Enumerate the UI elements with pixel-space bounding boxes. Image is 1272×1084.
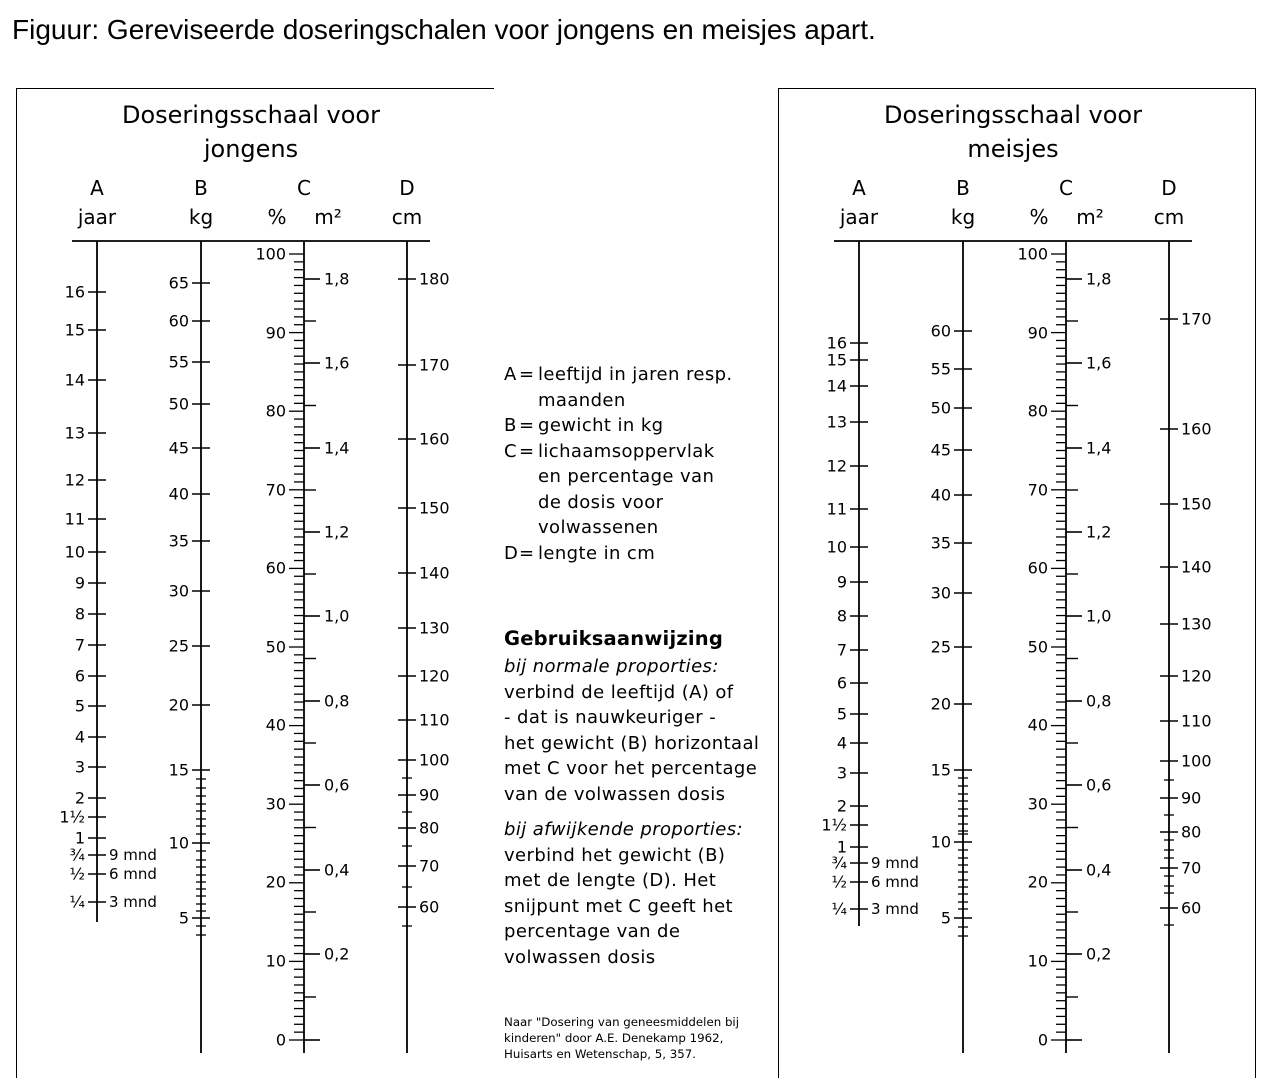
usage-line: verbind de leeftijd (A) of [504, 681, 734, 703]
tick-label-B: 10 [930, 832, 951, 852]
tick-label-A-months: 6 mnd [109, 865, 157, 883]
tick-label-A: 3 [74, 757, 85, 777]
tick-label-A: 15 [64, 320, 85, 340]
usage-line: volwassen dosis [504, 946, 656, 968]
tick-label-A-months: 3 mnd [871, 900, 919, 918]
panel-title-line1: Doseringsschaal voor [884, 101, 1142, 129]
tick-label-C-m2: 0,8 [324, 691, 350, 711]
tick-label-C-pct: 30 [265, 794, 286, 814]
variable-legend [504, 362, 774, 566]
tick-label-C-pct: 70 [265, 480, 286, 500]
unit-A: jaar [77, 205, 117, 229]
legend-text: en percentage van [538, 466, 715, 487]
tick-label-D: 160 [1181, 419, 1212, 439]
tick-label-A: 4 [74, 727, 85, 747]
usage-line: - dat is nauwkeuriger - [504, 707, 717, 728]
tick-label-C-pct: 70 [1027, 480, 1048, 500]
legend-line [504, 490, 774, 516]
tick-label-A: 9 [836, 572, 847, 592]
tick-label-D: 120 [1181, 666, 1212, 686]
legend-text: de dosis voor [538, 491, 664, 513]
abnormal-proportions-text [504, 843, 776, 971]
tick-label-A: 12 [64, 470, 85, 490]
tick-label-B: 55 [168, 352, 189, 372]
tick-label-C-pct: 0 [1037, 1030, 1048, 1050]
tick-label-C-pct: 50 [265, 637, 286, 657]
normal-proportions-heading: bij normale proporties: [504, 656, 719, 677]
tick-label-A: 9 [74, 573, 85, 593]
usage-line: snijpunt met C geeft het [504, 895, 734, 917]
tick-label-C-m2: 1,0 [1086, 606, 1112, 626]
unit-B: kg [188, 205, 214, 229]
header-D: D [399, 176, 415, 200]
legend-key: C [504, 440, 517, 462]
tick-label-C-pct: 60 [1027, 558, 1048, 578]
tick-label-A: 1 [836, 837, 847, 857]
tick-label-B: 35 [168, 531, 189, 551]
tick-label-C-m2: 1,6 [1086, 353, 1112, 373]
tick-label-C-m2: 0,4 [324, 860, 350, 880]
tick-label-B: 65 [168, 273, 189, 293]
tick-label-C-m2: 1,0 [324, 606, 350, 626]
tick-label-A: 11 [64, 509, 85, 529]
tick-label-B: 15 [930, 760, 951, 780]
tick-label-A: 7 [74, 635, 85, 655]
legend-text: maanden [538, 389, 626, 411]
tick-label-D: 100 [1181, 751, 1212, 771]
usage-line: percentage van de [504, 921, 681, 942]
source-line: Huisarts en Wetenschap, 5, 357. [504, 1047, 697, 1061]
tick-label-B: 60 [168, 311, 189, 331]
tick-label-B: 45 [930, 440, 951, 460]
tick-label-A: 11 [826, 499, 847, 519]
tick-label-A: ¾ [69, 845, 85, 865]
usage-title: Gebruiksaanwijzing [504, 627, 724, 650]
header-A: A [852, 176, 866, 200]
tick-label-D: 140 [419, 563, 450, 583]
tick-label-B: 15 [168, 760, 189, 780]
tick-label-D: 170 [419, 355, 450, 375]
legend-equals: = [519, 440, 535, 462]
tick-label-B: 5 [178, 908, 189, 928]
legend-key: A [504, 364, 517, 385]
tick-label-D: 70 [1181, 858, 1202, 878]
tick-label-C-pct: 90 [265, 323, 286, 343]
header-B: B [956, 176, 970, 200]
tick-label-D: 150 [1181, 494, 1212, 514]
tick-label-C-m2: 1,8 [1086, 269, 1112, 289]
tick-label-B: 55 [930, 359, 951, 379]
tick-label-C-pct: 80 [265, 401, 286, 421]
unit-C-m2: m² [314, 205, 342, 229]
tick-label-C-pct: 40 [1027, 715, 1048, 735]
unit-C-m2: m² [1076, 205, 1104, 229]
header-A: A [90, 176, 104, 200]
unit-C-pct: % [267, 205, 287, 229]
usage-line: met C voor het percentage [504, 758, 758, 779]
tick-label-A: ¼ [69, 892, 85, 912]
tick-label-C-pct: 80 [1027, 401, 1048, 421]
tick-label-C-m2: 1,2 [324, 522, 350, 542]
normal-proportions-text [504, 680, 776, 808]
tick-label-C-pct: 10 [1027, 951, 1048, 971]
tick-label-A: 4 [836, 733, 847, 753]
tick-label-D: 150 [419, 498, 450, 518]
tick-label-A: 13 [64, 423, 85, 443]
tick-label-C-pct: 50 [1027, 637, 1048, 657]
tick-label-A: 1 [74, 828, 85, 848]
legend-text: volwassenen [538, 517, 659, 538]
tick-label-B: 60 [930, 321, 951, 341]
tick-label-A: 16 [64, 282, 85, 302]
unit-B: kg [950, 205, 976, 229]
tick-label-A: 7 [836, 640, 847, 660]
tick-label-D: 110 [1181, 711, 1212, 731]
legend-line [504, 515, 774, 541]
tick-label-A-months: 3 mnd [109, 893, 157, 911]
source-line: kinderen" door A.E. Denekamp 1962, [504, 1031, 724, 1045]
tick-label-A: 2 [74, 788, 85, 808]
tick-label-B: 30 [168, 581, 189, 601]
tick-label-C-pct: 10 [265, 951, 286, 971]
tick-label-B: 50 [930, 398, 951, 418]
tick-label-D: 180 [419, 269, 450, 289]
header-D: D [1161, 176, 1177, 200]
tick-label-B: 5 [940, 908, 951, 928]
abnormal-proportions-heading: bij afwijkende proporties: [504, 819, 744, 840]
tick-label-D: 60 [419, 897, 440, 917]
tick-label-C-m2: 0,6 [1086, 775, 1112, 795]
header-C: C [1059, 176, 1073, 200]
unit-A: jaar [839, 205, 879, 229]
legend-text: gewicht in kg [538, 415, 664, 436]
panel-title-line2: jongens [203, 135, 299, 163]
tick-label-B: 20 [168, 695, 189, 715]
tick-label-D: 90 [419, 785, 440, 805]
legend-key: B [504, 415, 517, 436]
tick-label-D: 160 [419, 429, 450, 449]
tick-label-A: ¾ [831, 853, 847, 873]
tick-label-D: 90 [1181, 788, 1202, 808]
tick-label-A: 10 [826, 537, 847, 557]
tick-label-C-m2: 0,2 [324, 944, 350, 964]
tick-label-B: 10 [168, 833, 189, 853]
usage-line: het gewicht (B) horizontaal [504, 732, 760, 754]
tick-label-A: 10 [64, 542, 85, 562]
tick-label-C-pct: 30 [1027, 794, 1048, 814]
tick-label-A: 16 [826, 333, 847, 353]
tick-label-C-m2: 0,6 [324, 775, 350, 795]
tick-label-C-pct: 100 [255, 244, 286, 264]
legend-text: leeftijd in jaren resp. [538, 364, 733, 385]
tick-label-D: 110 [419, 710, 450, 730]
tick-label-B: 35 [930, 533, 951, 553]
tick-label-B: 40 [168, 484, 189, 504]
unit-D: cm [1153, 205, 1185, 229]
tick-label-A: 14 [64, 370, 85, 390]
tick-label-D: 80 [1181, 822, 1202, 842]
tick-label-D: 130 [1181, 614, 1212, 634]
tick-label-D: 170 [1181, 309, 1212, 329]
tick-label-B: 25 [930, 637, 951, 657]
unit-C-pct: % [1029, 205, 1049, 229]
tick-label-D: 130 [419, 618, 450, 638]
header-B: B [194, 176, 208, 200]
tick-label-A: 8 [836, 606, 847, 626]
header-C: C [297, 176, 311, 200]
tick-label-A: 2 [836, 796, 847, 816]
tick-label-B: 40 [930, 485, 951, 505]
tick-label-A: 12 [826, 456, 847, 476]
tick-label-C-m2: 1,4 [1086, 438, 1112, 458]
tick-label-C-m2: 0,4 [1086, 860, 1112, 880]
tick-label-A: 3 [836, 763, 847, 783]
usage-line: van de volwassen dosis [504, 783, 726, 805]
legend-equals: = [519, 364, 535, 385]
tick-label-A: 13 [826, 412, 847, 432]
tick-label-D: 80 [419, 818, 440, 838]
tick-label-B: 30 [930, 583, 951, 603]
legend-equals: = [519, 415, 535, 436]
tick-label-A: 1½ [821, 815, 847, 835]
tick-label-B: 25 [168, 636, 189, 656]
legend-text: lengte in cm [538, 542, 656, 564]
legend-line [504, 388, 774, 414]
tick-label-A: 6 [74, 666, 85, 686]
tick-label-C-pct: 60 [265, 558, 286, 578]
legend-key: D [504, 542, 519, 564]
tick-label-B: 45 [168, 438, 189, 458]
tick-label-D: 60 [1181, 898, 1202, 918]
tick-label-C-m2: 1,6 [324, 353, 350, 373]
tick-label-D: 100 [419, 750, 450, 770]
legend-text: lichaamsoppervlak [538, 440, 715, 462]
legend-line [504, 464, 774, 490]
tick-label-C-m2: 1,8 [324, 269, 350, 289]
tick-label-C-pct: 100 [1017, 244, 1048, 264]
tick-label-A: ¼ [831, 899, 847, 919]
tick-label-C-pct: 90 [1027, 323, 1048, 343]
tick-label-A-months: 9 mnd [109, 846, 157, 864]
tick-label-C-m2: 1,4 [324, 438, 350, 458]
tick-label-B: 20 [930, 694, 951, 714]
tick-label-D: 140 [1181, 557, 1212, 577]
source-line: Naar "Dosering van geneesmiddelen bij [504, 1015, 739, 1029]
tick-label-A: 5 [74, 696, 85, 716]
tick-label-C-pct: 0 [275, 1030, 286, 1050]
panel-title-line1: Doseringsschaal voor [122, 101, 380, 129]
legend-line [504, 439, 774, 465]
legend-line [504, 541, 774, 567]
usage-line: verbind het gewicht (B) [504, 844, 726, 866]
usage-instructions [504, 624, 776, 970]
legend-equals: = [519, 542, 535, 564]
legend-line [504, 413, 774, 439]
tick-label-C-m2: 0,2 [1086, 944, 1112, 964]
tick-label-A: ½ [69, 864, 85, 884]
tick-label-A: ½ [831, 872, 847, 892]
tick-label-D: 120 [419, 666, 450, 686]
tick-label-C-m2: 1,2 [1086, 522, 1112, 542]
source-note [504, 1014, 766, 1062]
tick-label-A: 6 [836, 673, 847, 693]
tick-label-A: 1½ [59, 807, 85, 827]
tick-label-A-months: 6 mnd [871, 873, 919, 891]
panel-title-line2: meisjes [967, 135, 1059, 163]
tick-label-C-pct: 20 [265, 872, 286, 892]
tick-label-A: 15 [826, 350, 847, 370]
tick-label-A-months: 9 mnd [871, 854, 919, 872]
tick-label-A: 8 [74, 604, 85, 624]
tick-label-C-pct: 20 [1027, 872, 1048, 892]
legend-line [504, 362, 774, 388]
usage-line: met de lengte (D). Het [504, 870, 717, 891]
tick-label-C-pct: 40 [265, 715, 286, 735]
unit-D: cm [391, 205, 423, 229]
tick-label-D: 70 [419, 856, 440, 876]
figure-title: Figuur: Gereviseerde doseringschalen voor jongens en meisjes apart. [12, 14, 876, 45]
tick-label-C-m2: 0,8 [1086, 691, 1112, 711]
tick-label-A: 5 [836, 704, 847, 724]
tick-label-B: 50 [168, 394, 189, 414]
tick-label-A: 14 [826, 376, 847, 396]
